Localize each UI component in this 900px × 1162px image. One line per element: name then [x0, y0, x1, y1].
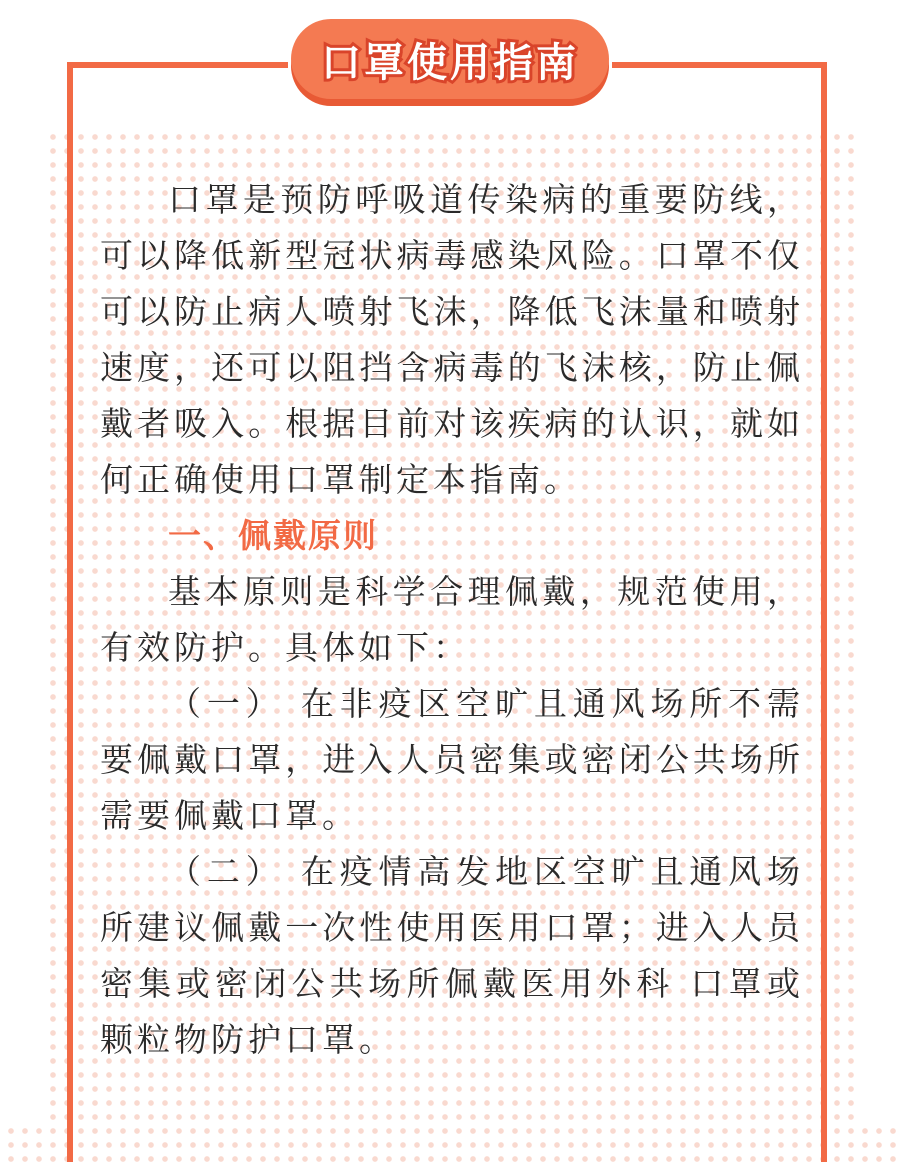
article-body [100, 172, 804, 1068]
intro-paragraph: 口罩是预防呼吸道传染病的重要防线，可以降低新型冠状病毒感染风险。口罩不仅可以防止病人喷射飞沫，降低飞沫量和喷射速度，还可以阻挡含病毒的飞沫核，防止佩戴者吸入。根据目前对该疾病的认识，就如何正确使用口罩制定本指南。 [100, 180, 804, 499]
item-1-paragraph: （一） 在非疫区空旷且通风场所不需要佩戴口罩，进入人员密集或密闭公共场所需要佩戴口罩。 [100, 684, 804, 835]
right-margin [858, 0, 900, 1122]
title-badge [288, 20, 612, 106]
page-title: 口罩使用指南 [321, 39, 579, 86]
title-pill [291, 19, 609, 99]
item-2-paragraph: （二） 在疫情高发地区空旷且通风场所建议佩戴一次性使用医用口罩；进入人员密集或密闭公共场所佩戴医用外科 口罩或颗粒物防护口罩。 [100, 852, 804, 1059]
section-heading: 一、佩戴原则 [168, 516, 378, 555]
principle-paragraph: 基本原则是科学合理佩戴，规范使用，有效防护。具体如下： [100, 572, 804, 667]
left-margin [0, 0, 48, 1122]
